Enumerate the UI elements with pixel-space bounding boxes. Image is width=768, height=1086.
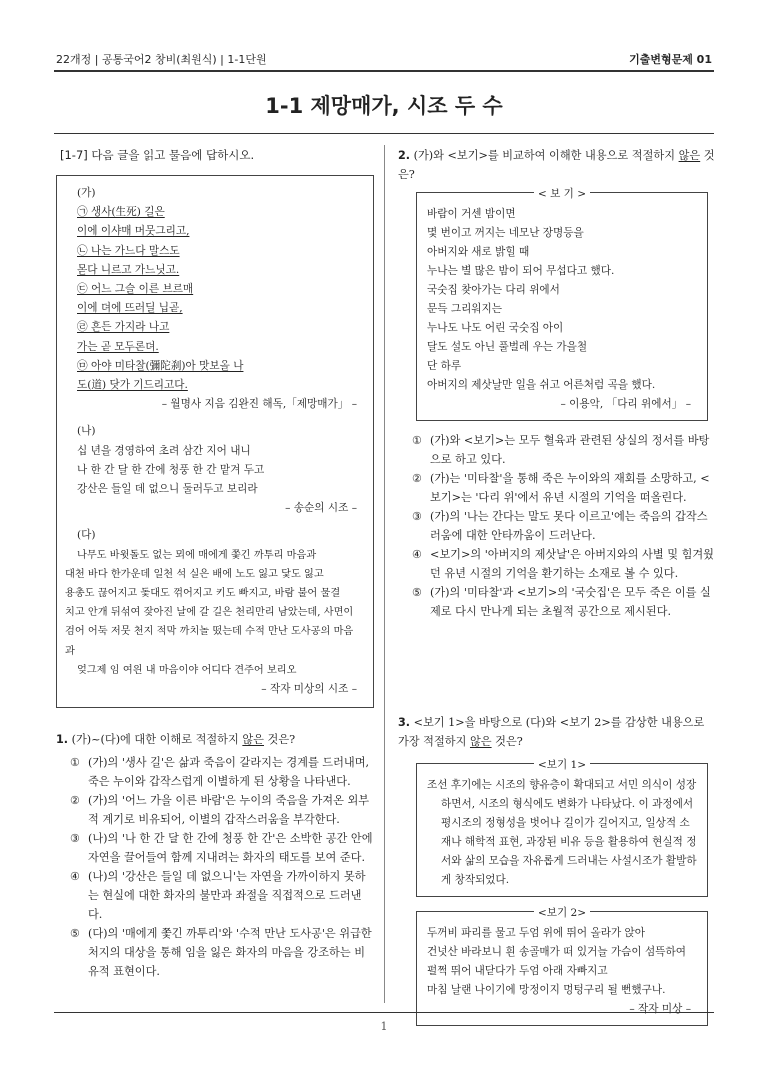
passage-line: 가는 곧 모두론뎌. bbox=[77, 340, 159, 353]
passage-line: 대천 바다 한가운데 일천 석 실은 배에 노도 잃고 닻도 잃고 bbox=[65, 568, 324, 580]
passage-line: 강산은 들일 데 없으니 둘러두고 보리라 bbox=[77, 483, 258, 496]
answer-option[interactable]: ⑤ (가)의 '미타찰'과 <보기>의 '국숫집'은 모두 죽은 이를 실제로 다시 만나게 되는 초월적 공간으로 제시된다. bbox=[412, 586, 711, 618]
passage-na-source: – 송순의 시조 – bbox=[285, 502, 357, 515]
passage-line: 이에 뎌에 뜨러딜 닙곧, bbox=[77, 302, 183, 315]
bogi-line: 누나도 나도 어린 국숫집 아이 bbox=[427, 322, 564, 334]
bogi-box bbox=[416, 188, 708, 421]
bogi-line: 마침 날랜 나이기에 망정이지 멍텅구리 될 뻔했구나. bbox=[427, 984, 666, 996]
header-left: 22개정 | 공통국어2 창비(최원식) | 1-1단원 bbox=[56, 53, 267, 66]
answer-option[interactable]: ③ (가)의 '나는 간다는 말도 못다 이르고'에는 죽음의 갑작스러움에 대한 안타까움이 드러난다. bbox=[412, 510, 708, 542]
passage-box bbox=[56, 175, 374, 708]
question-2-stem: 2. (가)와 <보기>를 비교하여 이해한 내용으로 적절하지 않은 것은? bbox=[398, 149, 715, 181]
answer-option[interactable]: ② (가)는 '미타찰'을 통해 죽은 누이와의 재회를 소망하고, <보기>는 '다리 위'에서 유년 시절의 기억을 떠올린다. bbox=[412, 472, 710, 504]
question-number: 1 bbox=[56, 733, 64, 747]
bogi-line: 펄쩍 뛰어 내닫다가 두엄 아래 자빠지고 bbox=[427, 965, 608, 977]
bogi-2-label: <보기 2> bbox=[534, 907, 590, 919]
answer-option[interactable]: ① (가)와 <보기>는 모두 혈육과 관련된 상실의 정서를 바탕으로 하고 있다. bbox=[412, 434, 710, 466]
passage-da-label: (다) bbox=[77, 529, 96, 542]
passage-line: 검어 어둑 저뭇 천지 적막 까치놀 떴는데 수적 만난 도사공의 마음과 bbox=[65, 626, 354, 657]
question-set-instruction: [1-7] 다음 글을 읽고 물음에 답하시오. bbox=[60, 148, 255, 162]
question-number: 3 bbox=[398, 716, 406, 729]
passage-line: ㉢ 어느 그슬 이른 브르매 bbox=[77, 283, 194, 296]
passage-da-source: – 작자 미상의 시조 – bbox=[261, 683, 357, 696]
column-divider bbox=[384, 145, 385, 1003]
bogi-line: 바람이 거센 밤이면 bbox=[427, 208, 516, 220]
passage-line: ㉤ 아야 미타찰(彌陀刹)아 맛보올 나 bbox=[77, 359, 244, 372]
passage-line: 엊그제 임 여읜 내 마음이야 어디다 견주어 보리오 bbox=[77, 664, 297, 676]
bogi-1-label: <보기 1> bbox=[534, 759, 590, 771]
passage-line: 이에 이샤매 머뭇그리고, bbox=[77, 225, 190, 238]
passage-line: 나 한 간 달 한 간에 청풍 한 간 맡겨 두고 bbox=[77, 463, 265, 476]
question-number: 2 bbox=[398, 149, 406, 162]
bogi-line: 건넛산 바라보니 흰 송골매가 떠 있거늘 가슴이 섬뜩하여 bbox=[427, 946, 686, 958]
passage-na bbox=[77, 442, 363, 500]
bogi-line: 두꺼비 파리를 물고 두엄 위에 뛰어 올라가 앉아 bbox=[427, 927, 646, 939]
bogi-line: 단 하루 bbox=[427, 360, 462, 372]
passage-ga bbox=[77, 203, 363, 395]
passage-ga-label: (가) bbox=[77, 187, 96, 199]
passage-da bbox=[65, 546, 363, 680]
passage-line: ㉠ 생사(生死) 길은 bbox=[77, 206, 165, 219]
answer-option[interactable]: ① (가)의 '생사 길'은 삶과 죽음이 갈라지는 경계를 드러내며, 죽은 누이와 갑작스럽게 이별하게 된 상황을 나타낸다. bbox=[70, 756, 370, 789]
bogi-line: 누나는 별 많은 밤이 되어 무섭다고 했다. bbox=[427, 265, 615, 277]
header-right: 기출변형문제 01 bbox=[629, 53, 712, 66]
bogi-line: 문득 그리워지는 bbox=[427, 303, 503, 315]
passage-line: 치고 안개 뒤섞여 잦아진 날에 갈 길은 천리만리 남았는데, 사면이 bbox=[65, 607, 354, 619]
passage-line: 도(道) 닷가 기드리고다. bbox=[77, 379, 188, 392]
bogi-1-box bbox=[416, 759, 708, 897]
answer-option[interactable]: ⑤ (다)의 '매에게 쫓긴 까투리'와 '수적 만난 도사공'은 위급한 처지의 대상을 통해 임을 잃은 화자의 마음을 강조하는 비유적 표현이다. bbox=[70, 927, 372, 979]
bogi-line: 아버지의 제삿날만 일을 쉬고 어른처럼 곡을 했다. bbox=[427, 379, 656, 391]
passage-line: 십 년을 경영하여 초려 삼간 지어 내니 bbox=[77, 444, 251, 457]
passage-line: 몯다 니르고 가느닛고. bbox=[77, 263, 180, 276]
bogi-1-text: 조선 후기에는 시조의 향유층이 확대되고 서민 의식이 성장하면서, 시조의 형식에도 변화가 나타났다. 이 과정에서 평시조의 정형성을 벗어나 길이가 길어지고, 일상적 소재나 해학적 표현, 과장된 비유 등을 활용하여 현실적 정서와 삶의 모습을 자유롭게 드러내는 사설시조가 활발하게 창작되었다. bbox=[427, 779, 697, 886]
title-rule bbox=[54, 133, 714, 134]
passage-line: 용총도 끊어지고 돛대도 꺾어지고 키도 빠지고, 바람 불어 물결 bbox=[65, 588, 341, 600]
passage-ga-source: – 월명사 지음 김완진 해독,「제망매가」 – bbox=[161, 398, 357, 411]
bogi-line: 몇 번이고 꺼지는 네모난 장명등을 bbox=[427, 227, 584, 239]
answer-option[interactable]: ④ (나)의 '강산은 들일 데 없으니'는 자연을 가까이하지 못하는 현실에 대한 화자의 불만과 좌절을 직접적으로 드러낸다. bbox=[70, 870, 366, 922]
passage-line: ㉣ 흔든 가지라 나고 bbox=[77, 321, 170, 334]
passage-line: 나무도 바윗돌도 없는 뫼에 매에게 쫓긴 까투리 마음과 bbox=[77, 549, 317, 561]
bogi-line: 아버지와 새로 밝힐 때 bbox=[427, 246, 530, 258]
left-column bbox=[56, 146, 374, 981]
answer-option[interactable]: ④ <보기>의 '아버지의 제삿날'은 아버지와의 사별 및 힘겨웠던 유년 시절의 기억을 환기하는 소재로 볼 수 있다. bbox=[412, 548, 714, 580]
bogi-line: 달도 설도 아닌 풀벌레 우는 가을철 bbox=[427, 341, 588, 353]
question-3-stem: 3. <보기 1>을 바탕으로 (다)와 <보기 2>를 감상한 내용으로 가장 적절하지 않은 것은? bbox=[398, 716, 705, 748]
page-title: 1-1 제망매가, 시조 두 수 bbox=[265, 94, 503, 118]
bottom-rule bbox=[54, 1012, 714, 1013]
passage-na-label: (나) bbox=[77, 425, 96, 438]
bogi-source: – 이용악, 「다리 위에서」 – bbox=[560, 398, 691, 410]
bogi-line: 국숫집 찾아가는 다리 위에서 bbox=[427, 284, 560, 296]
answer-option[interactable]: ③ (나)의 '나 한 간 달 한 간에 청풍 한 간'은 소박한 공간 안에 자연을 끌어들여 함께 지내려는 화자의 태도를 보여 준다. bbox=[70, 832, 373, 865]
bogi-2-box bbox=[416, 907, 708, 1026]
passage-line: ㉡ 나는 가느다 말스도 bbox=[77, 244, 180, 257]
top-rule bbox=[54, 70, 714, 72]
question-1-stem: 1. (가)~(다)에 대한 이해로 적절하지 않은 것은? bbox=[56, 733, 296, 747]
page-number: 1 bbox=[380, 1020, 388, 1033]
right-column bbox=[398, 146, 716, 1036]
bogi-label: < 보 기 > bbox=[534, 188, 590, 200]
bogi-source: – 작자 미상 – bbox=[629, 1003, 691, 1015]
answer-option[interactable]: ② (가)의 '어느 가을 이른 바람'은 누이의 죽음을 가져온 외부적 계기로 비유되어, 이별의 갑작스러움을 부각한다. bbox=[70, 794, 370, 827]
